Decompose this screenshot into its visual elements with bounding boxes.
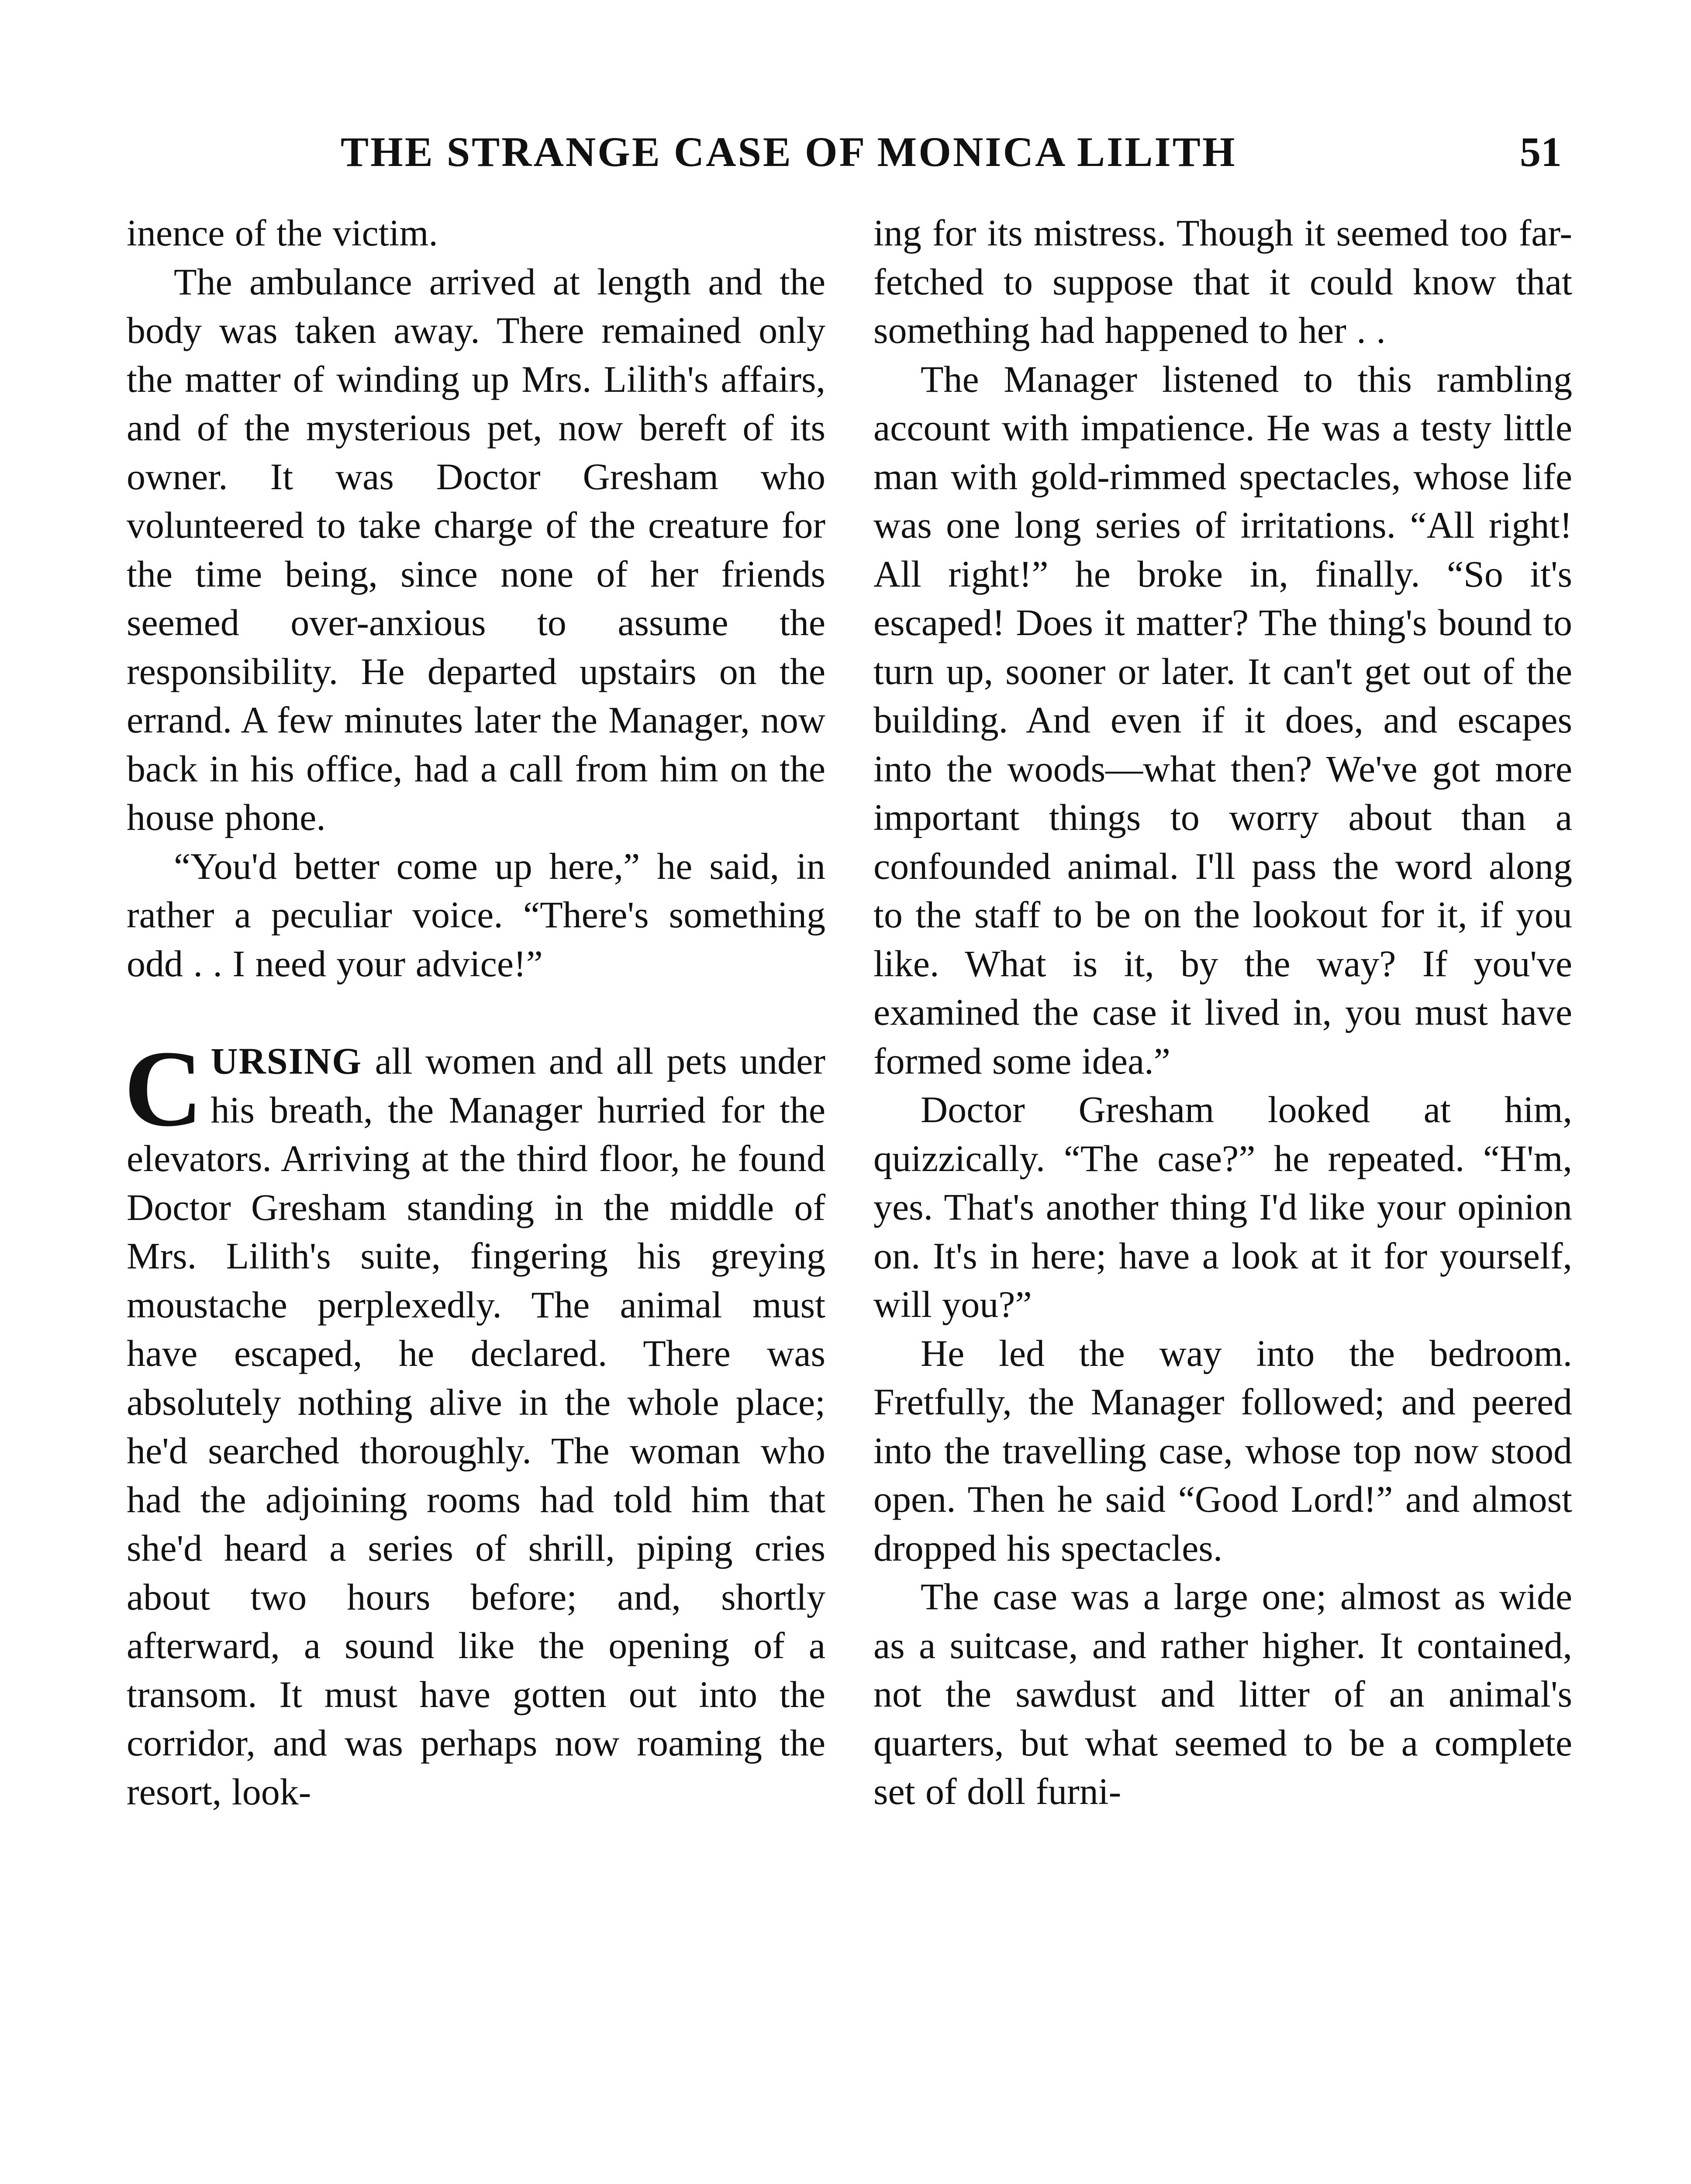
smallcaps-lead: URSING bbox=[211, 1040, 362, 1082]
paragraph-dropcap bbox=[124, 1028, 825, 1816]
section-break bbox=[127, 988, 825, 1037]
paragraph: inence of the victim. bbox=[127, 212, 438, 254]
paragraph: ing for its mistress. Though it seemed too far-fetched to suppose that it could know that something had happened to her . . bbox=[873, 212, 1572, 351]
running-header bbox=[0, 128, 1691, 184]
left-column bbox=[124, 209, 825, 1816]
paragraph: Doctor Gresham looked at him, quizzically. “The case?” he repeated. “H'm, yes. That's another thing I'd like your opinion on. It's in here; have a look at it for yourself, will you?” bbox=[873, 1089, 1572, 1325]
paragraph: The ambulance arrived at length and the body was taken away. There remained only the matter of winding up Mrs. Lilith's affairs, and of the mysterious pet, now bereft of its owner. It was Doctor Gresham who volunteered to take charge of the creature for the time being, since none of her friends seemed over-anxious to assume the responsibility. He departed upstairs on the errand. A few minutes later the Manager, now back in his office, had a call from him on the house phone. bbox=[127, 260, 825, 838]
running-title: THE STRANGE CASE OF MONICA LILITH bbox=[341, 128, 1237, 175]
right-column bbox=[873, 209, 1572, 1816]
paragraph-text: all women and all pets under his breath, the Manager hurried for the elevators. Arriving at the third floor, he found Doctor Gresham standing in the middle of Mrs. Lilith's suite, fingering his greying moustache perplexedly. The animal must have escaped, he declared. There was absolutely nothing alive in the whole place; he'd searched thoroughly. The woman who had the adjoining rooms had told him that she'd heard a series of shrill, piping cries about two hours before; and, shortly afterward, a sound like the opening of a transom. It must have gotten out into the corridor, and was perhaps now roaming the resort, look- bbox=[127, 1040, 825, 1813]
page-number: 51 bbox=[1520, 128, 1562, 175]
paragraph: The Manager listened to this rambling account with impatience. He was a testy little man with gold-rimmed spectacles, whose life was one long series of irritations. “All right! All right!” he broke in, finally. “So it's escaped! Does it matter? The thing's bound to turn up, sooner or later. It can't get out of the building. And even if it does, and escapes into the woods—what then? We've got more important things to worry about than a confounded animal. I'll pass the word along to the staff to be on the lookout for it, if you like. What is it, by the way? If you've examined the case it lived in, you must have formed some idea.” bbox=[873, 358, 1572, 1082]
paragraph: The case was a large one; almost as wide as a suitcase, and rather higher. It contained, not the sawdust and litter of an animal's quarters, but what seemed to be a complete set of doll furni- bbox=[873, 1576, 1572, 1812]
paragraph: He led the way into the bedroom. Fretfully, the Manager followed; and peered into the travelling case, whose top now stood open. Then he said “Good Lord!” and almost dropped his spectacles. bbox=[873, 1332, 1572, 1569]
drop-cap: C bbox=[124, 1028, 203, 1149]
paragraph: “You'd better come up here,” he said, in rather a peculiar voice. “There's something odd . . I need your advice!” bbox=[127, 845, 825, 985]
